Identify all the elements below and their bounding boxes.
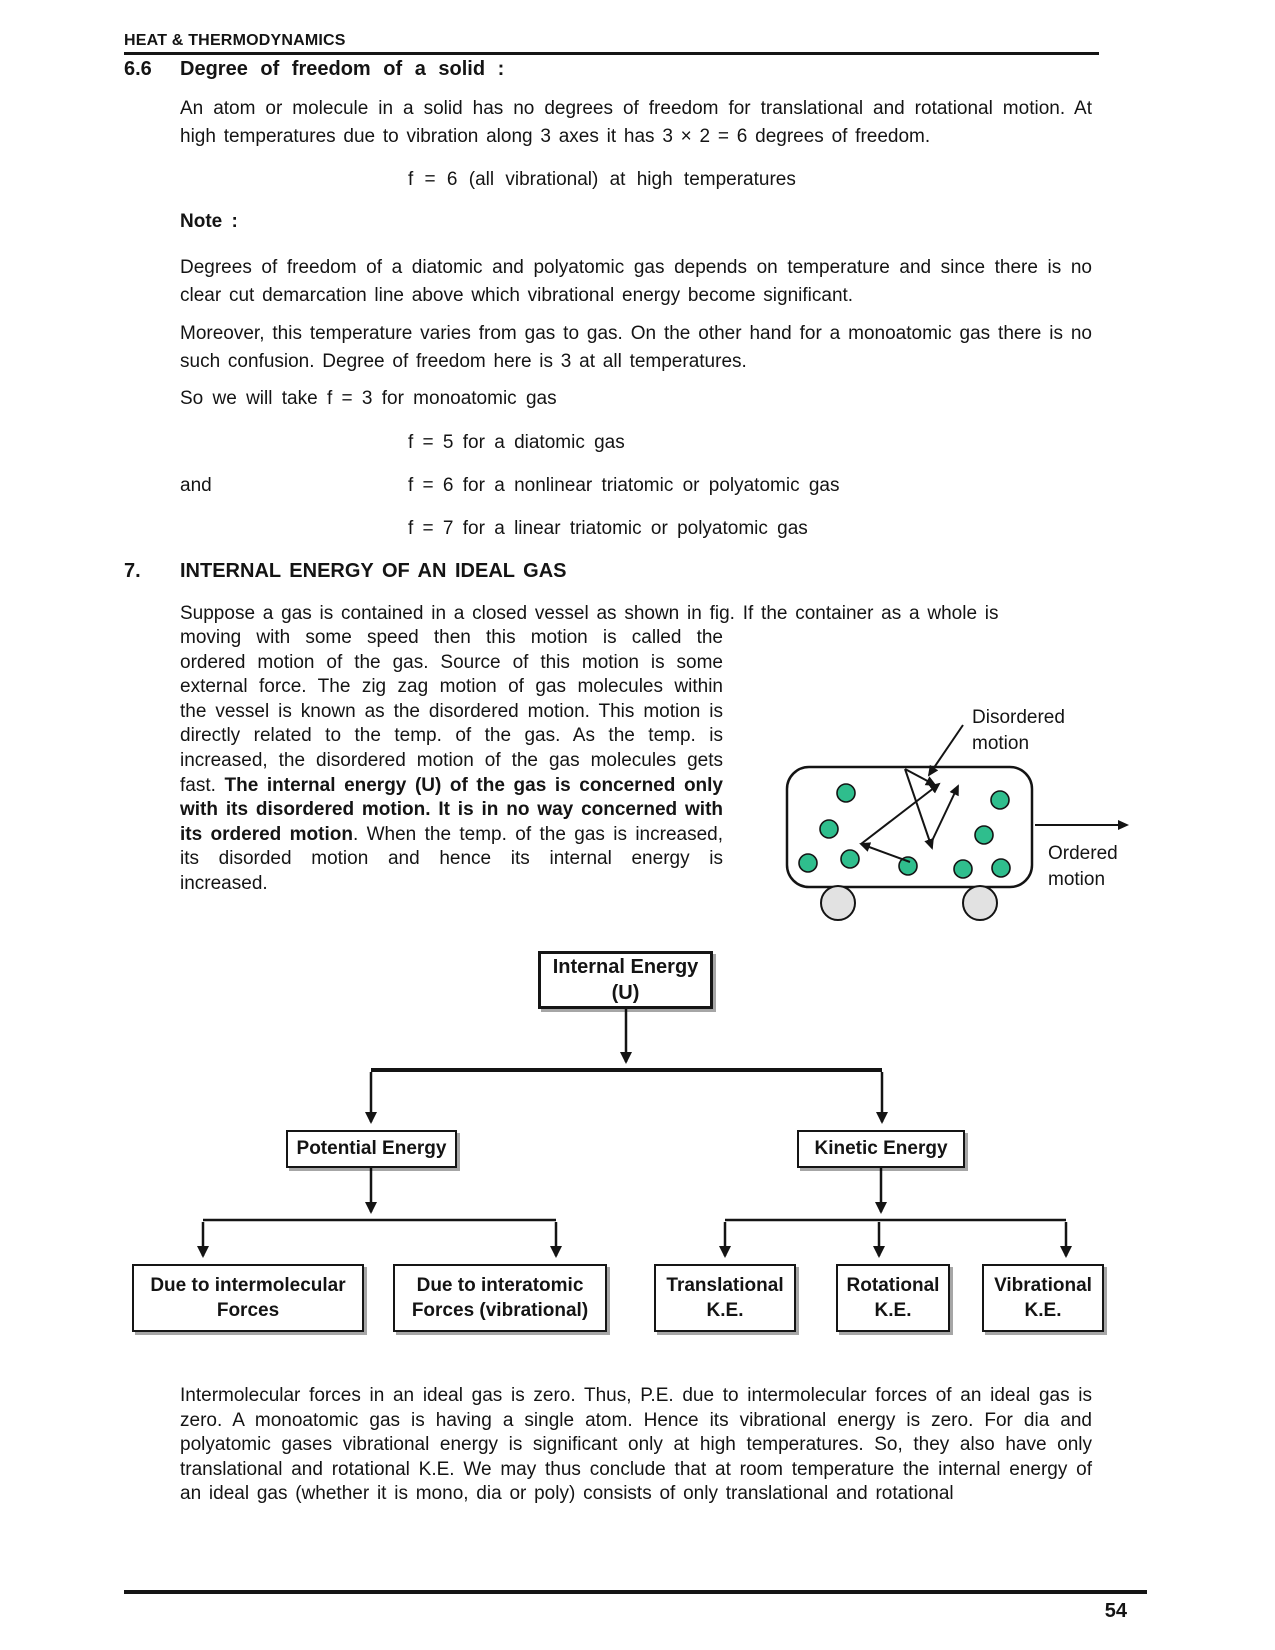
para-note-2: Moreover, this temperature varies from gas to gas. On the other hand for a monoatomic gas there is no such confusion. Degree of freedom here is 3 at all temperatures. [180,323,1092,372]
para-suppose-bold: The internal energy (U) of the gas is concerned only with its disordered motion. It is in no way concerned with its ordered motion [180,774,723,845]
formula-f6-vibrational: f = 6 (all vibrational) at high temperatures [408,169,796,190]
flowchart-box-rotational-ke [836,1264,950,1332]
disordered-label-line2: motion [972,733,1030,754]
para-suppose-normal-1: moving with some speed then this motion is called the ordered motion of the gas. Source of this motion is some external force. The zig zag motion of gas molecules within the vessel is known as the disordered motion. This motion is directly related to the temp. of the gas. As the temp. is increased, the disordered motion of the gas molecules gets fast. [180,627,723,796]
section-7-number: 7. [124,560,141,582]
potential-energy-label: Potential Energy [296,1138,447,1159]
wheel-left [821,886,855,920]
ordered-label-line2: motion [1048,869,1106,890]
disordered-label-line1: Disordered [972,707,1065,728]
para-suppose-line1: Suppose a gas is contained in a closed vessel as shown in fig. If the container as a whole is [180,603,999,624]
translational-line2: K.E. [706,1300,744,1321]
interatomic-line1: Due to interatomic [416,1275,584,1296]
line-f3-monoatomic: So we will take f = 3 for monoatomic gas [180,388,557,409]
line-f6-triatomic: f = 6 for a nonlinear triatomic or polyatomic gas [408,475,840,496]
vibrational-line1: Vibrational [994,1275,1092,1296]
flowchart-box-translational-ke [654,1264,796,1332]
flowchart-box-internal-energy [538,951,713,1009]
line-f5-diatomic: f = 5 for a diatomic gas [408,432,625,453]
page-header: HEAT & THERMODYNAMICS [124,32,346,49]
para-degrees-solid: An atom or molecule in a solid has no degrees of freedom for translational and rotational motion. At high temperatures due to vibration along 3 axes it has 3 × 2 = 6 degrees of freedom. [180,98,1092,147]
interatomic-line2: Forces (vibrational) [411,1300,589,1321]
header-rule [124,52,1099,55]
flowchart-box-intermolecular [132,1264,364,1332]
and-label: and [180,475,212,496]
molecule [841,850,859,868]
intermolecular-line2: Forces [216,1300,280,1321]
ordered-label-line1: Ordered [1048,843,1118,864]
flowchart-box-kinetic-energy [797,1130,965,1168]
line-f7-linear: f = 7 for a linear triatomic or polyatomic gas [408,518,808,539]
section-7-title: INTERNAL ENERGY OF AN IDEAL GAS [180,560,567,582]
molecule [991,791,1009,809]
flowchart-box-potential-energy [286,1130,457,1168]
internal-energy-line2: (U) [611,982,640,1004]
flowchart-box-interatomic [393,1264,607,1332]
rotational-line2: K.E. [874,1300,912,1321]
molecule [820,820,838,838]
translational-line1: Translational [666,1275,784,1296]
para-closing: Intermolecular forces in an ideal gas is zero. Thus, P.E. due to intermolecular forces of an ideal gas is zero. A monoatomic gas is having a single atom. Hence its vibrational energy is zero. For dia and polyatomic gases vibrational energy is significant only at high temperatures. So, they also have only translational and rotational K.E. We may thus conclude that at room temperature the internal energy of an ideal gas (whether it is mono, dia or poly) consists of only translational and rotational [180,1385,1092,1505]
gas-container-figure [745,655,1145,927]
section-66-title: Degree of freedom of a solid : [180,58,505,80]
page-number: 54 [1104,1600,1127,1622]
footer-rule [124,1590,1147,1594]
vibrational-line2: K.E. [1024,1300,1062,1321]
intermolecular-line1: Due to intermolecular [150,1275,346,1296]
molecule [992,859,1010,877]
note-label: Note : [180,211,238,232]
flowchart-box-vibrational-ke [982,1264,1104,1332]
molecule [837,784,855,802]
para-suppose-body [180,626,723,897]
para-note-1: Degrees of freedom of a diatomic and polyatomic gas depends on temperature and since there is no clear cut demarcation line above which vibrational energy become significant. [180,257,1092,306]
para-suppose-normal-2: . When the temp. of the gas is increased, its disorded motion and hence its internal energy is increased. [180,823,723,894]
molecule [975,826,993,844]
wheel-right [963,886,997,920]
figure-canvas [745,655,1145,927]
molecule [799,854,817,872]
section-66-number: 6.6 [124,58,152,80]
kinetic-energy-label: Kinetic Energy [814,1138,948,1159]
rotational-line1: Rotational [846,1275,940,1296]
molecule [954,860,972,878]
internal-energy-line1: Internal Energy [552,956,699,978]
